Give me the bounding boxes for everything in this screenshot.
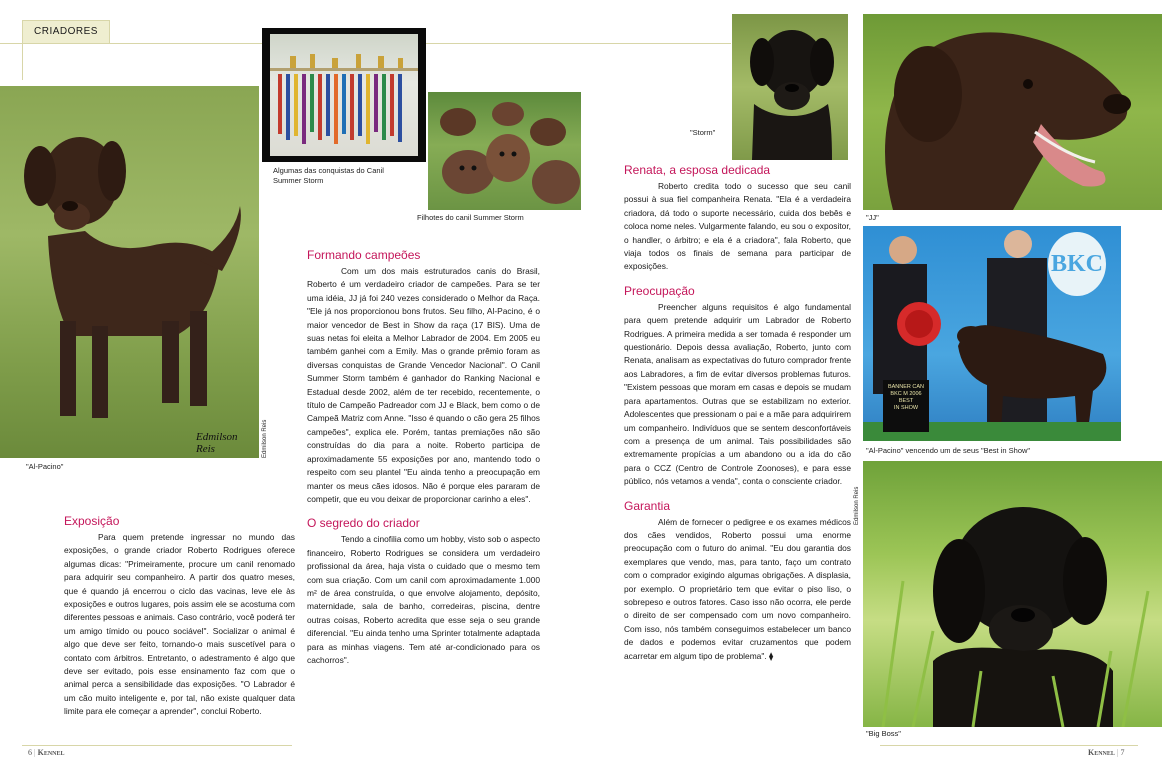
magazine-name-left: Kennel bbox=[37, 748, 65, 757]
section-text-preocupacao: Preencher alguns requisitos é algo fundamental para quem pretende adquirir um Labrador de Roberto Rodrigues. A primeira medida a ser tomada é responder um questionário. Depois dessa avaliação, Roberto, junto com Renata, analisam as expectativas do futuro comprador frente aos Labradores, a fim de evitar diversos problemas futuros. "Existem pessoas que moram em casas e depois se mudam para apartamentos. Outras que se estabilizam no exterior. Adolescentes que pressionam o pai e a mãe para adquirirem um companheiro. Indivíduos que se sentem desconfortáveis com a presença de um animal. Tais possibilidades são extremamente propícias a um abandono ou a ida do cão para o CCZ (Centro de Controle Zoonoses), e para esse público, nós vetamos a venda", conta o consciente criador. bbox=[624, 301, 851, 487]
section-title-exposicao: Exposição bbox=[64, 514, 120, 528]
caption-puppies: Filhotes do canil Summer Storm bbox=[417, 213, 524, 222]
bottom-rule-left bbox=[22, 745, 292, 746]
column-exposicao bbox=[64, 514, 295, 729]
big-boss-labrador-illustration bbox=[863, 461, 1162, 727]
section-text-formando: Com um dos mais estruturados canis do Brasil, Roberto é um verdadeiro criador de campeões. Para se ter uma idéia, JJ já foi 240 vezes considerado o Melhor da Raça. "Ele já nos proporcionou bons frutos. Seu filho, Al-Pacino, é o maior vencedor de Best in Show da raça (17 BIS). Uma de suas netas foi eleita a Melhor Labrador de 2004. Em 2005 eu também ganhei com a Emily. Mas o grande prêmio foram as diversas conquistas de Grande Vencedor Nacional". O Canil Summer Storm também é ganhador do Ranking Nacional e Estadual desde 2002, além de ter recebido, recentemente, o título de Campeão Padreador com JJ e Black, bem como o de Campeã Matriz com Anne. "Isso é quando o cão gera 25 filhos campeões", explica ele. Porém, tantas premiações não são construídas do dia para a noite. Roberto participa de aproximadamente 55 exposições por ano, mantendo todo o respeito com seu plantel "Eu ainda tenho a preocupação em manter os meus cães idosos. Não é porque eles pararam de competir, que eu vou deixar de proporcionar carinho a eles". bbox=[307, 266, 540, 504]
photo-trophies bbox=[262, 28, 426, 162]
column-right bbox=[624, 163, 851, 673]
folio-left: 6 | Kennel bbox=[28, 748, 65, 757]
section-text-segredo: Tendo a cinofilia como um hobby, visto sob o aspecto financeiro, Roberto Rodrigues se considera um verdadeiro profissional da área, haja vista o cuidado que o mesmo tem com sua criação. Com um canil com aproximadamente 1.000 m² de área construída, o que envolve alojamento, depósito, maternidade, sala de banho, corredeiras, piscina, dentre outras coisas, Roberto acredita que esse seja o seu grande diferencial. "Eu ainda tenho uma Sprinter totalmente adaptada para as minhas viagens. Tem até ar-condicionado para os cachorros". bbox=[307, 534, 540, 665]
section-preocupacao bbox=[624, 284, 851, 489]
puppies-illustration bbox=[428, 92, 581, 210]
photo-jj bbox=[863, 14, 1162, 210]
section-segredo bbox=[307, 516, 540, 667]
page-number-left: 6 bbox=[28, 748, 32, 757]
section-garantia bbox=[624, 499, 851, 663]
show-sign-line-3: BEST bbox=[898, 398, 914, 404]
page-number-right: 7 bbox=[1120, 748, 1125, 757]
medals-illustration bbox=[270, 34, 418, 156]
bkc-logo: BKC bbox=[1048, 232, 1106, 296]
section-title-segredo: O segredo do criador bbox=[307, 516, 420, 531]
caption-alpacino-bis: "Al-Pacino" vencendo um de seus "Best in Show" bbox=[866, 446, 1031, 455]
magazine-name-right: Kennel bbox=[1088, 748, 1115, 757]
caption-alpacino: "Al-Pacino" bbox=[26, 462, 64, 471]
top-rule-center bbox=[426, 43, 731, 44]
section-title-preocupacao: Preocupação bbox=[624, 283, 695, 298]
photo-credit-left: Edmilson Reis bbox=[262, 419, 268, 458]
caption-storm: "Storm" bbox=[690, 128, 716, 137]
photo-credit-right: Edmilson Reis bbox=[854, 486, 860, 525]
bottom-rule-right bbox=[880, 745, 1138, 746]
photo-big-boss bbox=[863, 461, 1162, 727]
section-tab: CRIADORES bbox=[22, 20, 110, 44]
section-formando bbox=[307, 248, 540, 506]
section-text-renata: Roberto credita todo o sucesso que seu canil possui à sua fiel companheira Renata. "Ela é a verdadeira criadora, dá todo o suporte necessário, cuida dos bebês e coloca nome neles. Vulgarmente falando, eu sou o expositor, o handler, o árbitro; e ela é a criadora", fala Roberto, que viaja todos os finais de semana para participar de exposições. bbox=[624, 181, 851, 272]
section-title-renata: Renata, a esposa dedicada bbox=[624, 163, 771, 177]
show-sign-line-1: BANNER CAN bbox=[887, 384, 925, 390]
show-sign bbox=[883, 380, 929, 432]
photo-storm bbox=[732, 14, 848, 160]
section-renata bbox=[624, 163, 851, 274]
photographer-signature: Edmilson Reis bbox=[196, 431, 238, 455]
section-text-garantia: Além de fornecer o pedigree e os exames médicos dos cães vendidos, Roberto possui uma enorme preocupação com o futuro do animal. "Eu dou garantia dos exemplares que vendo, mas, para tanto, faço um contrato com o comprador exigindo algumas obrigações. A displasia, por exemplo. O proprietário tem que evitar o piso liso, o sobrepeso e outros fatores. Caso isso não ocorra, ele perde o direito de ser compensado com um novo companheiro. Com isso, nós também conseguimos estabelecer um banco de dados e podemos evitar cruzamentos que podem acarretar em algum tipo de problema". ⧫ bbox=[624, 516, 851, 661]
folio-right: Kennel | 7 bbox=[1088, 748, 1125, 757]
show-sign-line-4: IN SHOW bbox=[893, 405, 919, 411]
section-text-exposicao: Para quem pretende ingressar no mundo das exposições, o grande criador Roberto Rodrigues oferece algumas dicas: "Primeiramente, procure um canil renomado para adquirir seu companheiro. A partir dos quatro meses, que é quando já encerrou o ciclo das vacinas, leve ele às exposições e outros lugares, pois assim ele se acostuma com diferentes pessoas e animais. Caso contrário, você poderá ter um amigo tímido ou pouco sociável". Socializar o animal é algo que deve ser feito, tornando-o mais suscetível para o contato com árbitros. Entretanto, o adestramento é algo que deve ser evitado, pois esse ensinamento faz com que o animal perca a sensibilidade das exposições. "O Labrador é um cão muito inteligente e, por tal, não existe qualquer data limite para ele começar a aprender", conclui Roberto. bbox=[64, 532, 295, 717]
show-sign-line-2: BKC M 2006 bbox=[890, 391, 922, 397]
black-labrador-illustration bbox=[732, 14, 848, 160]
jj-labrador-illustration bbox=[863, 14, 1162, 210]
photo-alpacino-standing bbox=[0, 86, 259, 458]
section-exposicao bbox=[64, 514, 295, 719]
caption-big-boss: "Big Boss" bbox=[866, 729, 901, 738]
photo-alpacino-best-in-show bbox=[863, 226, 1121, 441]
brown-labrador-illustration bbox=[0, 86, 259, 458]
photo-puppies bbox=[428, 92, 581, 210]
section-title-garantia: Garantia bbox=[624, 498, 671, 513]
column-center bbox=[307, 248, 540, 677]
caption-jj: "JJ" bbox=[866, 213, 879, 222]
caption-trophies: Algumas das conquistas do Canil Summer Storm bbox=[273, 166, 384, 185]
section-title-formando: Formando campeões bbox=[307, 248, 421, 262]
